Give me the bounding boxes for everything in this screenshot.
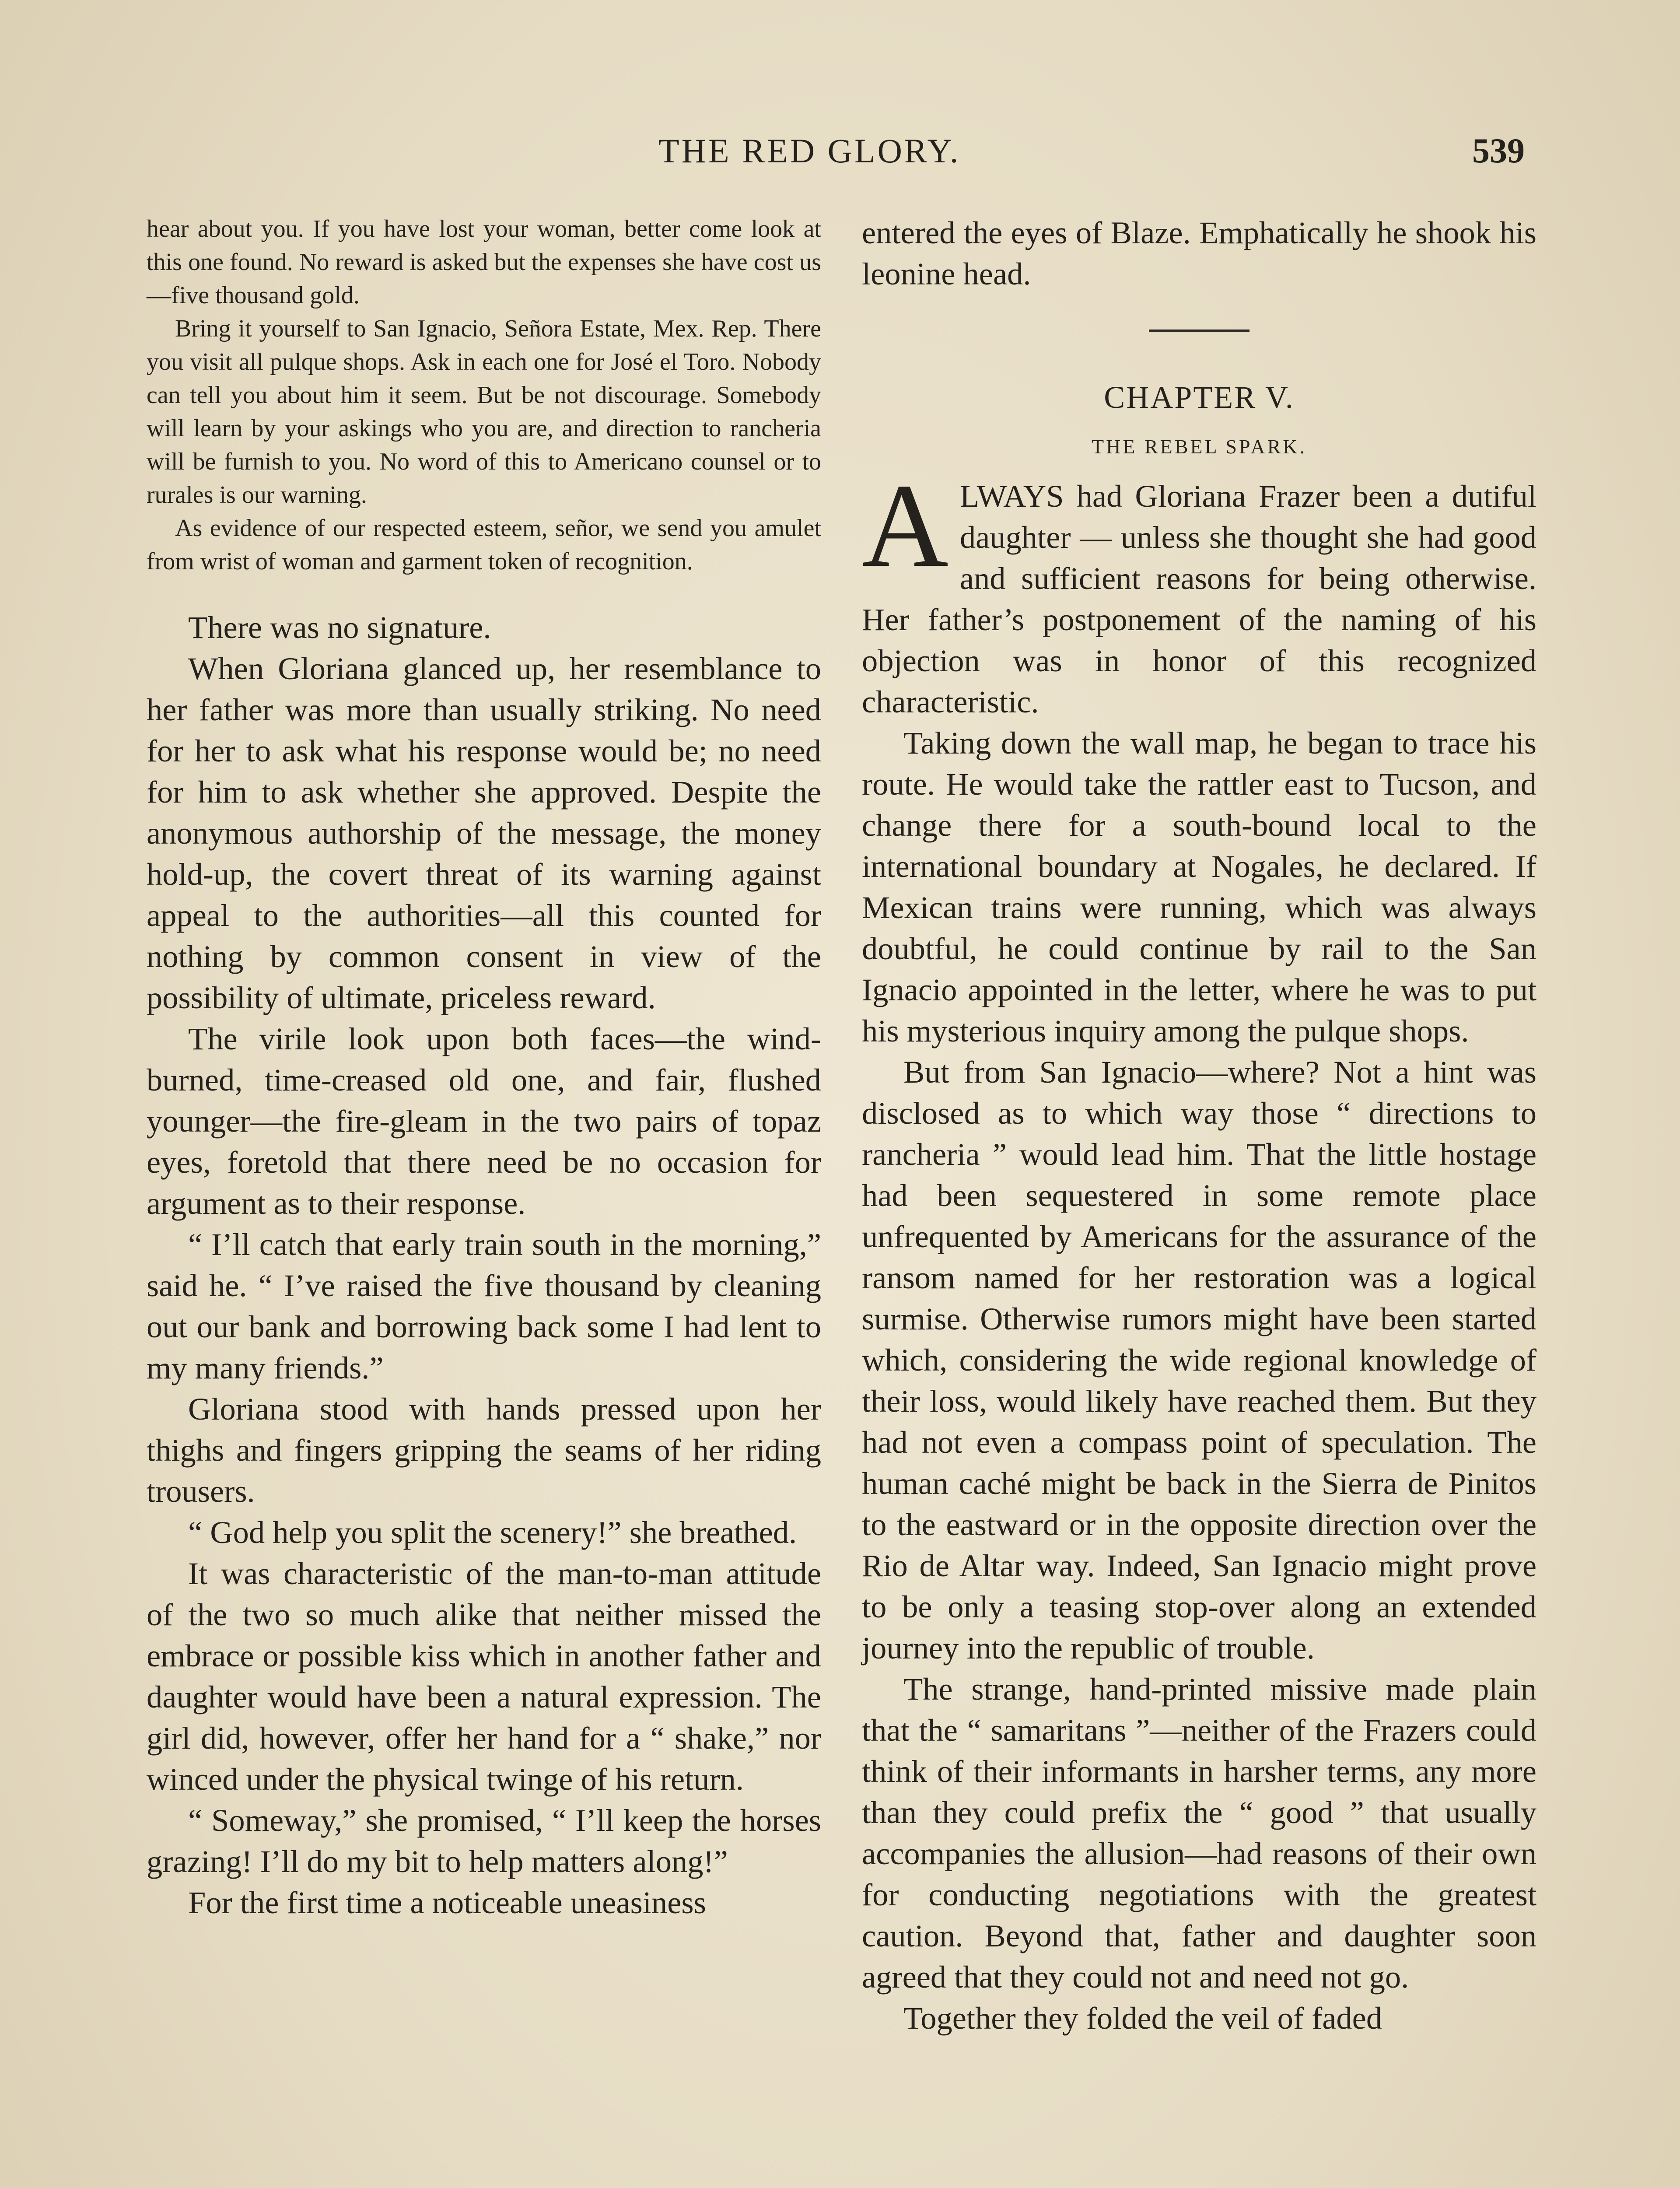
chapter-opening-text: LWAYS had Gloriana Frazer been a dutiful daughter — unless she thought she had good and sufficient reasons for being otherwise. Her father’s postponement of the naming of his objection was in honor of this recognized characteristic.	[862, 478, 1536, 719]
body-paragraph: When Gloriana glanced up, her resemblance to her father was more than usually striking. No need for her to ask what his response would be; no need for him to ask whether she approved. Despite the anonymous authorship of the message, the money hold-up, the covert threat of its warning against appeal to the authorities—all this counted for nothing by common consent in view of the possibility of ultimate, priceless reward.	[147, 651, 821, 1015]
letter-paragraph: hear about you. If you have lost your woman, better come look at this one found. No reward is asked but the expenses she have cost us—five thousand gold.	[147, 215, 821, 309]
letter-paragraph: Bring it yourself to San Ignacio, Señora Estate, Mex. Rep. There you visit all pulque shops. Ask in each one for José el Toro. Nobody can tell you about him it seem. But be not discourage. Somebody will learn by your askings who you are, and direction to rancheria will be furnish to you. No word of this to Americano counsel or to rurales is our warning.	[147, 315, 821, 508]
ransom-letter	[147, 212, 821, 578]
body-paragraph: “ Someway,” she promised, “ I’ll keep the horses grazing! I’ll do my bit to help matters along!”	[147, 1802, 821, 1879]
running-head	[0, 131, 1680, 179]
body-paragraph: “ God help you split the scenery!” she breathed.	[188, 1515, 797, 1550]
running-title: THE RED GLORY.	[658, 132, 961, 170]
body-paragraph: The strange, hand-printed missive made plain that the “ samaritans ”—neither of the Frazers could think of their informants in harsher terms, any more than they could prefix the “ good ” that usually accompanies the allusion—had reasons of their own for conducting negotiations with the greatest caution. Beyond that, father and daughter soon agreed that they could not and need not go.	[862, 1671, 1536, 1995]
page-number: 539	[1472, 132, 1525, 170]
body-paragraph: It was characteristic of the man-to-man attitude of the two so much alike that neither missed the embrace or possible kiss which in another father and daughter would have been a natural expression. The girl did, however, offer her hand for a “ shake,” nor winced under the physical twinge of his return.	[147, 1556, 821, 1797]
letter-paragraph: As evidence of our respected esteem, señor, we send you amulet from wrist of woman and garment token of recognition.	[147, 515, 821, 575]
right-column	[862, 212, 1536, 2039]
body-paragraph: The virile look upon both faces—the wind-burned, time-creased old one, and fair, flushed younger—the fire-gleam in the two pairs of topaz eyes, foretold that there need be no occasion for argument as to their response.	[147, 1021, 821, 1221]
drop-cap: A	[862, 459, 948, 592]
left-column	[147, 212, 821, 1923]
body-paragraph: “ I’ll catch that early train south in the morning,” said he. “ I’ve raised the five thousand by cleaning out our bank and borrowing back some I had lent to my many friends.”	[147, 1227, 821, 1385]
body-paragraph: There was no signature.	[188, 610, 491, 645]
continuation-paragraph: entered the eyes of Blaze. Emphatically he shook his leonine head.	[862, 215, 1536, 291]
letter-spacer	[147, 578, 821, 607]
chapter-opening-paragraph	[862, 459, 1536, 722]
section-divider	[1149, 330, 1250, 332]
body-paragraph: Together they folded the veil of faded	[903, 2000, 1382, 2036]
body-paragraph: But from San Ignacio—where? Not a hint was disclosed as to which way those “ directions to rancheria ” would lead him. That the little hostage had been sequestered in some remote place unfrequented by Americans for the assurance of the ransom named for her restoration was a logical surmise. Otherwise rumors might have been started which, considering the wide regional knowledge of their loss, would likely have reached them. But they had not even a compass point of speculation. The human caché might be back in the Sierra de Pinitos to the eastward or in the opposite direction over the Rio de Altar way. Indeed, San Ignacio might prove to be only a teasing stop-over along an extended journey into the republic of trouble.	[862, 1054, 1536, 1666]
body-paragraph: Taking down the wall map, he began to trace his route. He would take the rattler east to Tucson, and change there for a south-bound local to the international boundary at Nogales, he declared. If Mexican trains were running, which was always doubtful, he could continue by rail to the San Ignacio appointed in the letter, where he was to put his mysterious inquiry among the pulque shops.	[862, 725, 1536, 1048]
chapter-title: THE REBEL SPARK.	[1092, 435, 1307, 458]
body-paragraph: For the first time a noticeable uneasiness	[188, 1885, 706, 1920]
chapter-number: CHAPTER V.	[1104, 380, 1295, 415]
body-paragraph: Gloriana stood with hands pressed upon her thighs and fingers gripping the seams of her riding trousers.	[147, 1391, 821, 1509]
